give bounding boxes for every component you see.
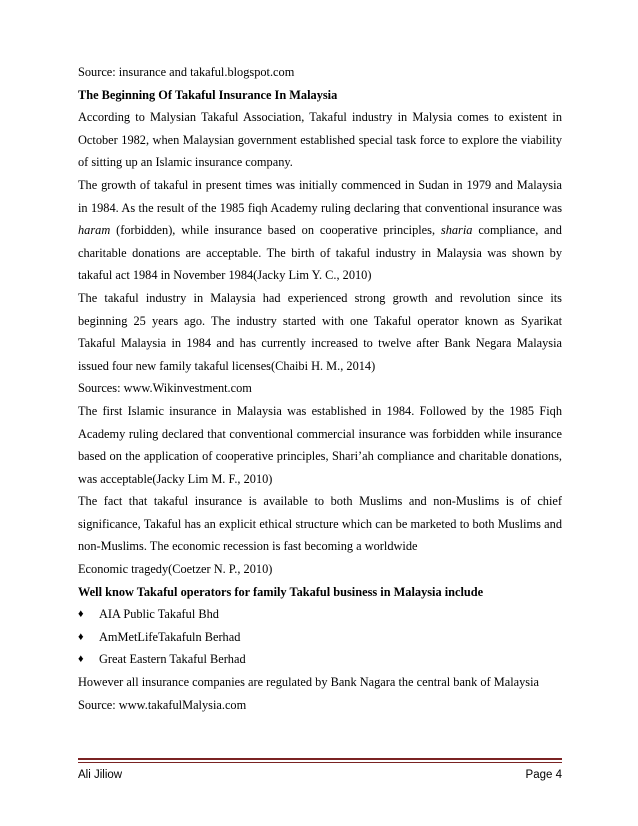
term-sharia: sharia bbox=[440, 223, 473, 238]
diamond-bullet-icon: ♦ bbox=[78, 653, 84, 666]
paragraph-muslims-non-muslims: The fact that takaful insurance is available to both Muslims and non-Muslims is of chief significance, Takaful has an explicit ethical structure which can be marketed to both Muslims and non-Muslims. The economic recession is fast becoming a worldwide bbox=[78, 494, 562, 554]
operator-name: Great Eastern Takaful Berhad bbox=[99, 652, 246, 667]
footer-page-number: Page 4 bbox=[525, 769, 562, 781]
footer-divider-thick bbox=[78, 758, 562, 760]
list-item bbox=[78, 648, 562, 671]
diamond-bullet-icon: ♦ bbox=[78, 630, 84, 643]
page-footer bbox=[78, 767, 562, 783]
section-heading-operators: Well know Takaful operators for family Takaful business in Malaysia include bbox=[78, 584, 484, 599]
footer-author: Ali Jiliow bbox=[78, 769, 123, 781]
source-line-2: Sources: www.Wikinvestment.com bbox=[78, 381, 252, 396]
paragraph-regulation: However all insurance companies are regulated by Bank Nagara the central bank of Malaysia bbox=[78, 675, 539, 690]
source-line-3: Source: www.takafulMalysia.com bbox=[78, 697, 247, 712]
operator-name: AIA Public Takaful Bhd bbox=[99, 607, 219, 622]
term-haram: haram bbox=[78, 223, 111, 238]
paragraph-growth bbox=[78, 174, 562, 287]
operator-name: AmMetLifeTakafuln Berhad bbox=[99, 629, 241, 644]
paragraph-first-islamic-insurance: The first Islamic insurance in Malaysia was established in 1984. Followed by the 1985 Fiqh Academy ruling declared that conventional commercial insurance was forbidden while insurance based on the application of cooperative principles, Shari’ah compliance and charitable donations, was acceptable(Jacky Lim M. F., 2010) bbox=[78, 403, 562, 486]
section-heading-beginning: The Beginning Of Takaful Insurance In Malaysia bbox=[78, 87, 338, 102]
operators-list bbox=[78, 603, 562, 671]
paragraph-growth-part-b: (forbidden), while insurance based on cooperative principles, bbox=[110, 223, 441, 238]
diamond-bullet-icon: ♦ bbox=[78, 608, 84, 621]
paragraph-economic-tragedy: Economic tragedy(Coetzer N. P., 2010) bbox=[78, 562, 273, 577]
list-item bbox=[78, 626, 562, 649]
footer-divider-thin bbox=[78, 762, 562, 763]
paragraph-growth-part-c: compliance, and charitable donations are acceptable. The birth of takaful industry in Malaysia was shown by takaful act 1984 in November 1984(Jacky Lim Y. C., 2010) bbox=[78, 223, 562, 283]
list-item bbox=[78, 603, 562, 626]
paragraph-industry-growth: The takaful industry in Malaysia had experienced strong growth and revolution since its beginning 25 years ago. The industry started with one Takaful operator known as Syarikat Takaful Malaysia in 1984 and has currently increased to twelve after Bank Negara Malaysia issued four new family takaful licenses(Chaibi H. M., 2014) bbox=[78, 290, 562, 373]
paragraph-association: According to Malysian Takaful Association, Takaful industry in Malysia comes to existent in October 1982, when Malaysian government established special task force to explore the viability of sitting up an Islamic insurance company. bbox=[78, 110, 562, 170]
document-body bbox=[78, 61, 562, 716]
source-line-1: Source: insurance and takaful.blogspot.com bbox=[78, 65, 295, 79]
paragraph-growth-part-a: The growth of takaful in present times was initially commenced in Sudan in 1979 and Malaysia in 1984. As the result of the 1985 fiqh Academy ruling declaring that conventional insurance was bbox=[78, 177, 562, 215]
